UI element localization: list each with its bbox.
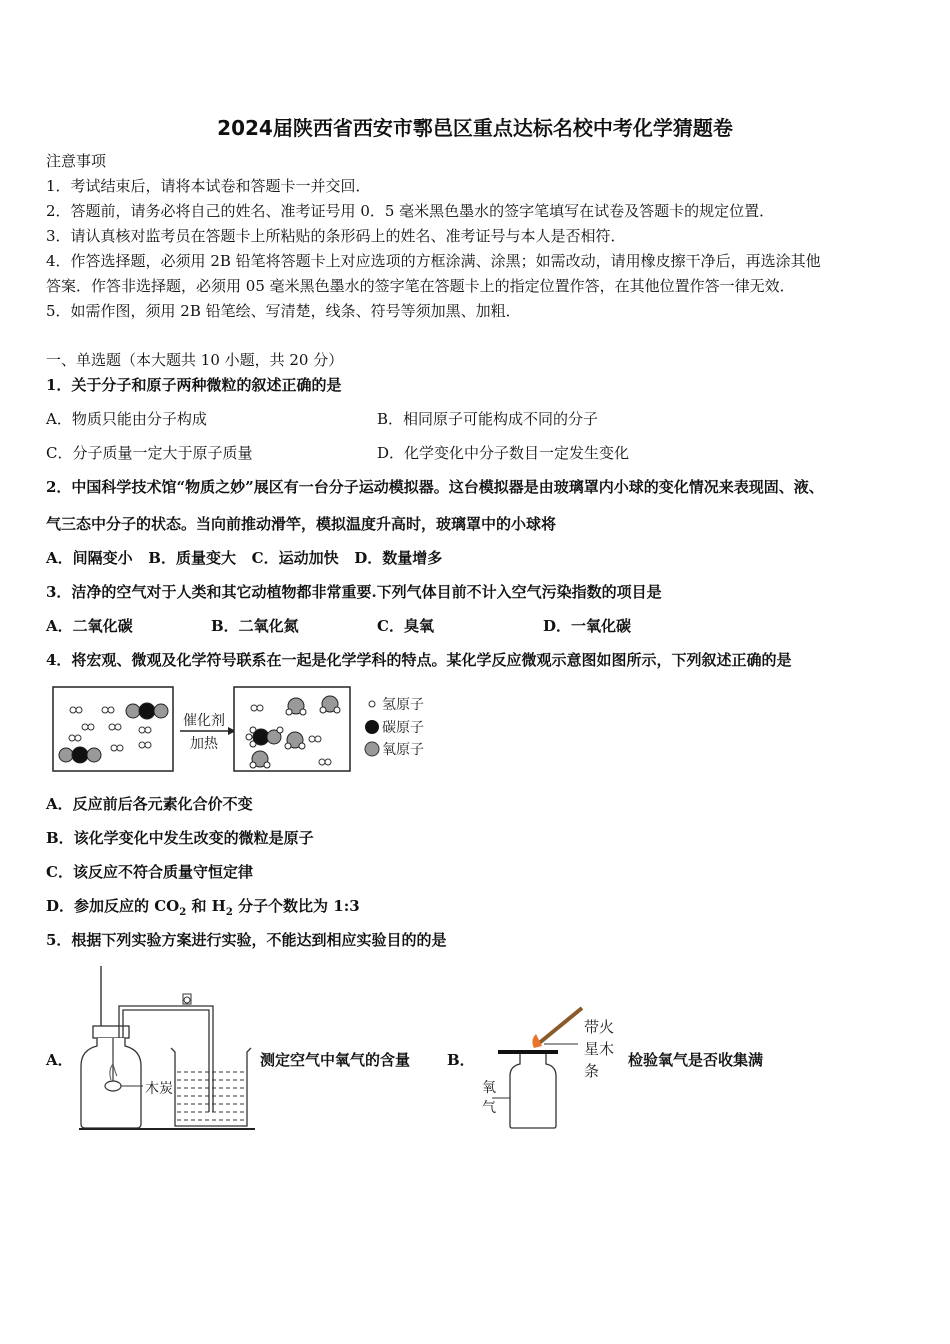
q2-options: A．间隔变小 B．质量变大 C．运动加快 D．数量增多 — [46, 549, 443, 567]
q1-option-b: B．相同原子可能构成不同的分子 — [377, 410, 599, 428]
notice-item: 1．考试结束后，请将本试卷和答题卡一并交回． — [46, 177, 371, 195]
notice-item: 3．请认真核对监考员在答题卡上所粘贴的条形码上的姓名、准考证号与本人是否相符． — [46, 227, 626, 245]
stick-label-3: 条 — [584, 1062, 600, 1080]
q4-option-b: B．该化学变化中发生改变的微粒是原子 — [46, 829, 314, 847]
section-heading: 一、单选题（本大题共 10 小题，共 20 分） — [46, 351, 344, 369]
legend-oxygen: 氧原子 — [382, 742, 424, 758]
q5-option-b-label: B． — [447, 1051, 475, 1069]
q1-option-d: D．化学变化中分子数目一定发生变化 — [377, 444, 630, 462]
q1-stem: 1．关于分子和原子两种微粒的叙述正确的是 — [46, 376, 342, 394]
arrow-condition-top: 催化剂 — [183, 713, 225, 729]
q3-stem: 3．洁净的空气对于人类和其它动植物都非常重要.下列气体目前不计入空气污染指数的项目是 — [46, 583, 662, 601]
q1-option-a: A．物质只能由分子构成 — [46, 410, 207, 428]
q5-option-a-label: A． — [46, 1051, 73, 1069]
oxygen-label-2: 气 — [482, 1100, 496, 1116]
arrow-condition-bottom: 加热 — [190, 736, 218, 752]
q4-option-d: D．参加反应的 $CO_2$ 和 $H_2$ 分子个数比为 1:3 — [46, 897, 360, 918]
q1-option-c: C．分子质量一定大于原子质量 — [46, 444, 253, 462]
q5-stem: 5．根据下列实验方案进行实验，不能达到相应实验目的的是 — [46, 931, 447, 949]
legend-carbon: 碳原子 — [382, 720, 424, 736]
page-title: 2024届陕西省西安市鄠邑区重点达标名校中考化学猜题卷 — [217, 116, 733, 140]
q3-option-d: D．一氧化碳 — [543, 617, 632, 635]
q2-stem-line1: 2．中国科学技术馆“物质之妙”展区有一台分子运动模拟器。这台模拟器是由玻璃罩内小球的变化情况来表现固、液、 — [46, 478, 824, 496]
legend-hydrogen: 氢原子 — [382, 697, 424, 713]
q2-stem-line2: 气三态中分子的状态。当向前推动滑竿，模拟温度升高时，玻璃罩中的小球将 — [46, 515, 557, 533]
q5-option-b-text: 检验氧气是否收集满 — [628, 1051, 764, 1069]
q5-option-a-text: 测定空气中氧气的含量 — [260, 1051, 411, 1069]
q3-option-a: A．二氧化碳 — [46, 617, 133, 635]
q4-option-c: C．该反应不符合质量守恒定律 — [46, 863, 253, 881]
stick-label-2: 星木 — [584, 1040, 615, 1058]
q3-option-c: C．臭氧 — [377, 617, 434, 635]
notice-item: 4．作答选择题，必须用 2B 铅笔将答题卡上对应选项的方框涂满、涂黑；如需改动，请用橡皮擦干净后，再选涂其他 — [46, 252, 821, 270]
q5-apparatus-a — [75, 966, 260, 1136]
q4-stem: 4．将宏观、微观及化学符号联系在一起是化学学科的特点。某化学反应微观示意图如图所示，下列叙述正确的是 — [46, 651, 792, 669]
notice-item: 2．答题前，请务必将自己的姓名、准考证号用 0．5 毫米黑色墨水的签字笔填写在试卷及答题卡的规定位置． — [46, 202, 775, 220]
notice-item: 5．如需作图，须用 2B 铅笔绘、写清楚，线条、符号等须加黑、加粗． — [46, 302, 521, 320]
charcoal-label: 木炭 — [145, 1081, 173, 1097]
oxygen-label-1: 氧 — [482, 1080, 496, 1096]
stick-label-1: 带火 — [584, 1018, 615, 1036]
notice-item: 答案．作答非选择题，必须用 05 毫米黑色墨水的签字笔在答题卡上的指定位置作答，在其他位置作答一律无效． — [46, 277, 795, 295]
q4-option-a: A．反应前后各元素化合价不变 — [46, 795, 253, 813]
q3-option-b: B．二氧化氮 — [211, 617, 299, 635]
q4-reaction-diagram — [50, 684, 440, 776]
q5-apparatus-b — [478, 1006, 628, 1136]
notice-heading: 注意事项 — [46, 152, 107, 170]
